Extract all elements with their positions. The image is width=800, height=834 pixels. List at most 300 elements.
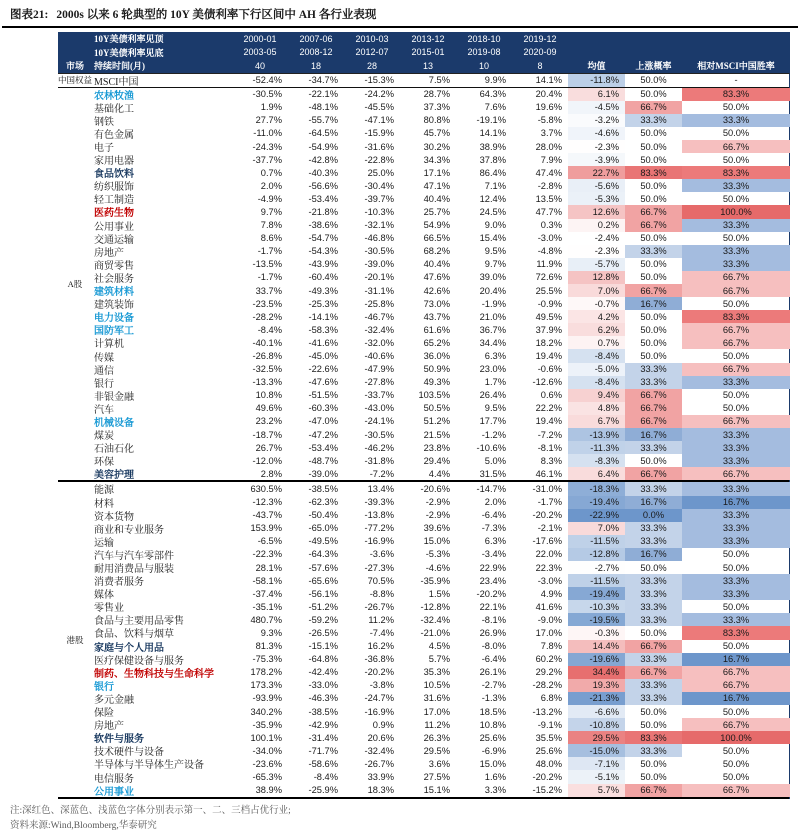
header-period-bottom: 2012-07 xyxy=(355,47,389,58)
winrate-vs-msci-value: 50.0% xyxy=(722,601,750,612)
table-header xyxy=(58,32,790,73)
industry-name: 汽车与汽车零部件 xyxy=(94,550,174,562)
winrate-vs-msci-value: 33.3% xyxy=(682,114,790,127)
period-return-value: -16.9% xyxy=(364,706,394,717)
period-return-value: 29.2% xyxy=(535,667,562,678)
winrate-vs-msci-value: 33.3% xyxy=(682,376,790,389)
mean-value: 7.0% xyxy=(568,522,625,535)
mean-value: -10.8% xyxy=(568,718,625,731)
industry-name: 商贸零售 xyxy=(94,260,134,272)
period-return-value: 50.9% xyxy=(423,364,450,375)
table-row xyxy=(92,192,790,205)
period-return-value: 49.3% xyxy=(423,377,450,388)
mean-value: 22.7% xyxy=(568,166,625,179)
up-probability-value: 33.3% xyxy=(625,587,682,600)
up-probability-value: 66.7% xyxy=(625,415,682,428)
period-return-value: -25.3% xyxy=(308,298,338,309)
period-return-value: 66.5% xyxy=(423,233,450,244)
header-period-peak: 2010-03 xyxy=(355,33,389,44)
mean-value: -3.9% xyxy=(568,153,625,166)
winrate-vs-msci-value: 50.0% xyxy=(722,403,750,414)
period-return-value: -24.1% xyxy=(364,416,394,427)
winrate-vs-msci-value: 16.7% xyxy=(682,692,790,705)
up-probability-value: 50.0% xyxy=(640,351,667,362)
period-return-value: -40.6% xyxy=(364,351,394,362)
period-return-value: -20.2% xyxy=(532,772,562,783)
period-return-value: -24.7% xyxy=(364,693,394,704)
mean-value: -8.3% xyxy=(568,454,625,467)
period-return-value: 39.6% xyxy=(423,523,450,534)
period-return-value: -50.4% xyxy=(308,510,338,521)
winrate-vs-msci-value: 66.7% xyxy=(682,323,790,336)
period-return-value: -46.8% xyxy=(364,233,394,244)
period-return-value: -13.3% xyxy=(252,377,282,388)
industry-name: 机械设备 xyxy=(94,417,134,429)
period-return-value: -47.6% xyxy=(308,377,338,388)
winrate-vs-msci-value: 50.0% xyxy=(722,562,750,573)
industry-name: 消费者服务 xyxy=(94,577,144,589)
note-legend: 注:深红色、深蓝色、浅蓝色字体分别表示第一、二、三档占优行业; xyxy=(10,805,291,816)
up-probability-value: 50.0% xyxy=(640,706,667,717)
period-return-value: 22.3% xyxy=(535,562,562,573)
period-return-value: -53.4% xyxy=(308,193,338,204)
industry-name: 食品、饮料与烟草 xyxy=(94,629,174,641)
up-probability-value: 66.7% xyxy=(625,784,682,797)
period-return-value: -46.7% xyxy=(364,311,394,322)
header-period-peak: 2013-12 xyxy=(411,33,445,44)
up-probability-value: 50.0% xyxy=(640,324,667,335)
up-probability-value: 33.3% xyxy=(625,744,682,757)
period-return-value: -57.6% xyxy=(308,562,338,573)
table-row xyxy=(92,509,790,522)
winrate-vs-msci-value: 83.3% xyxy=(682,166,790,179)
industry-name: 房地产 xyxy=(94,721,124,733)
industry-name: 资本货物 xyxy=(94,511,134,523)
header-period-peak: 2000-01 xyxy=(243,33,277,44)
up-probability-value: 33.3% xyxy=(625,600,682,613)
table-row xyxy=(92,415,790,428)
mean-value: -7.1% xyxy=(568,757,625,770)
up-probability-value: 50.0% xyxy=(640,154,667,165)
period-return-value: 0.9% xyxy=(372,719,394,730)
table-row xyxy=(92,428,790,441)
period-return-value: 60.2% xyxy=(535,654,562,665)
up-probability-value: 50.0% xyxy=(640,272,667,283)
period-return-value: 20.4% xyxy=(479,285,506,296)
period-return-value: -13.8% xyxy=(364,510,394,521)
period-return-value: -20.2% xyxy=(476,588,506,599)
period-return-value: -8.1% xyxy=(481,614,506,625)
period-return-value: 23.8% xyxy=(423,442,450,453)
period-return-value: -28.2% xyxy=(532,680,562,691)
section-rows xyxy=(92,88,790,481)
period-return-value: -6.4% xyxy=(481,654,506,665)
mean-value: -12.8% xyxy=(568,548,625,561)
period-return-value: -93.9% xyxy=(252,693,282,704)
winrate-vs-msci-value: 33.3% xyxy=(682,535,790,548)
period-return-value: -35.1% xyxy=(252,601,282,612)
industry-performance-table xyxy=(58,32,790,799)
header-bottom-label: 10Y美债利率见底 xyxy=(94,47,164,58)
mean-value: 9.4% xyxy=(568,389,625,402)
period-return-value: 2.0% xyxy=(484,497,506,508)
table-row xyxy=(92,731,790,744)
up-probability-value: 50.0% xyxy=(640,337,667,348)
table-row xyxy=(92,232,790,245)
period-return-value: -14.1% xyxy=(308,311,338,322)
up-probability-value: 50.0% xyxy=(640,719,667,730)
header-period-peak: 2019-12 xyxy=(523,33,557,44)
period-return-value: 1.6% xyxy=(484,772,506,783)
period-return-value: 2.0% xyxy=(260,180,282,191)
table-row xyxy=(92,718,790,731)
mean-value: -15.0% xyxy=(568,744,625,757)
industry-name: 多元金融 xyxy=(94,694,134,706)
note-source: 资料来源:Wind,Bloomberg,华泰研究 xyxy=(10,820,157,831)
industry-name: 国防军工 xyxy=(94,326,134,338)
up-probability-value: 50.0% xyxy=(640,141,667,152)
mean-value: 4.2% xyxy=(568,310,625,323)
period-return-value: 50.5% xyxy=(423,403,450,414)
up-probability-value: 50.0% xyxy=(640,455,667,466)
up-probability-value: 33.3% xyxy=(625,692,682,705)
up-probability-value: 33.3% xyxy=(625,522,682,535)
mean-value: -0.3% xyxy=(568,626,625,639)
period-return-value: -54.9% xyxy=(308,141,338,152)
period-return-value: 19.4% xyxy=(535,351,562,362)
table-row xyxy=(92,640,790,653)
table-row xyxy=(92,271,790,284)
industry-name: 计算机 xyxy=(94,339,124,351)
up-probability-value: 50.0% xyxy=(640,259,667,270)
winrate-vs-msci-value: 33.3% xyxy=(682,482,790,495)
period-return-value: 8.6% xyxy=(260,233,282,244)
mean-value: -11.3% xyxy=(568,441,625,454)
table-row xyxy=(92,402,790,415)
period-return-value: 34.4% xyxy=(479,337,506,348)
mean-value: -11.8% xyxy=(568,74,625,87)
header-row-bottom xyxy=(58,46,789,60)
industry-name: 通信 xyxy=(94,365,114,377)
table-row xyxy=(92,679,790,692)
period-return-value: 28.7% xyxy=(423,89,450,100)
winrate-vs-msci-value: 33.3% xyxy=(682,574,790,587)
period-return-value: -8.1% xyxy=(537,442,562,453)
industry-name: 电子 xyxy=(94,143,114,155)
mean-value: -11.5% xyxy=(568,574,625,587)
winrate-vs-msci-value: 33.3% xyxy=(682,258,790,271)
winrate-vs-msci-value: 66.7% xyxy=(682,666,790,679)
winrate-vs-msci-value: 66.7% xyxy=(682,467,790,480)
period-return-value: -6.4% xyxy=(481,510,506,521)
period-return-value: 49.6% xyxy=(255,403,282,414)
header-period-months: 40 xyxy=(254,60,265,71)
table-row xyxy=(92,522,790,535)
table-row xyxy=(92,454,790,467)
up-probability-value: 33.3% xyxy=(625,574,682,587)
table-row xyxy=(92,101,790,114)
header-row-peak xyxy=(58,32,789,46)
mean-value: -2.3% xyxy=(568,140,625,153)
up-probability-value: 66.7% xyxy=(625,402,682,415)
period-return-value: -4.8% xyxy=(537,246,562,257)
industry-name: 纺织服饰 xyxy=(94,182,134,194)
period-return-value: 9.7% xyxy=(260,206,282,217)
period-return-value: -3.0% xyxy=(537,575,562,586)
table-row xyxy=(92,467,790,480)
period-return-value: -38.5% xyxy=(308,706,338,717)
industry-name: 软件与服务 xyxy=(94,734,144,746)
period-return-value: -26.8% xyxy=(252,351,282,362)
period-return-value: -1.2% xyxy=(481,429,506,440)
table-row xyxy=(92,744,790,757)
winrate-vs-msci-value: 33.3% xyxy=(682,219,790,232)
industry-name: 电信服务 xyxy=(94,773,134,785)
winrate-vs-msci-value: 50.0% xyxy=(722,758,750,769)
table-row xyxy=(92,310,790,323)
period-return-value: -19.1% xyxy=(476,115,506,126)
period-return-value: 35.5% xyxy=(535,732,562,743)
winrate-vs-msci-value: - xyxy=(734,75,738,86)
period-return-value: -53.4% xyxy=(308,442,338,453)
period-return-value: -47.2% xyxy=(308,429,338,440)
period-return-value: -7.2% xyxy=(369,468,394,479)
table-row xyxy=(92,114,790,127)
period-return-value: -21.0% xyxy=(420,627,450,638)
mean-value: 14.4% xyxy=(568,640,625,653)
period-return-value: -7.2% xyxy=(537,429,562,440)
period-return-value: 15.1% xyxy=(423,785,450,796)
up-probability-value: 50.0% xyxy=(640,193,667,204)
period-return-value: 17.1% xyxy=(423,167,450,178)
period-return-value: 9.3% xyxy=(260,627,282,638)
up-probability-value: 66.7% xyxy=(625,205,682,218)
mean-value: 34.4% xyxy=(568,666,625,679)
mean-value: 6.7% xyxy=(568,415,625,428)
period-return-value: 28.0% xyxy=(535,141,562,152)
mean-value: -10.3% xyxy=(568,600,625,613)
period-return-value: -40.3% xyxy=(308,167,338,178)
mean-value: 7.0% xyxy=(568,284,625,297)
up-probability-value: 16.7% xyxy=(625,496,682,509)
header-period-bottom: 2015-01 xyxy=(411,47,445,58)
period-return-value: 40.4% xyxy=(423,259,450,270)
period-return-value: -2.9% xyxy=(425,497,450,508)
up-probability-value: 50.0% xyxy=(640,128,667,139)
section-rows xyxy=(92,74,790,87)
up-probability-value: 50.0% xyxy=(640,772,667,783)
industry-name: 食品饮料 xyxy=(94,169,134,181)
period-return-value: -28.2% xyxy=(252,311,282,322)
period-return-value: -71.7% xyxy=(308,745,338,756)
table-row xyxy=(92,363,790,376)
period-return-value: 37.9% xyxy=(535,324,562,335)
period-return-value: -8.8% xyxy=(369,588,394,599)
period-return-value: 36.7% xyxy=(479,324,506,335)
winrate-vs-msci-value: 33.3% xyxy=(682,522,790,535)
period-return-value: -4.9% xyxy=(257,193,282,204)
up-probability-value: 50.0% xyxy=(640,627,667,638)
industry-name: 材料 xyxy=(94,498,114,510)
table-row xyxy=(92,496,790,509)
period-return-value: 68.2% xyxy=(423,246,450,257)
period-return-value: -40.1% xyxy=(252,337,282,348)
period-return-value: 1.7% xyxy=(484,377,506,388)
period-return-value: -20.2% xyxy=(364,667,394,678)
table-row xyxy=(92,705,790,718)
period-return-value: -56.1% xyxy=(308,588,338,599)
period-return-value: 27.7% xyxy=(255,115,282,126)
period-return-value: 6.3% xyxy=(484,351,506,362)
up-probability-value: 33.3% xyxy=(625,613,682,626)
table-row xyxy=(92,336,790,349)
market-section xyxy=(58,74,789,88)
period-return-value: 22.9% xyxy=(479,562,506,573)
period-return-value: 51.2% xyxy=(423,416,450,427)
period-return-value: 46.1% xyxy=(535,468,562,479)
period-return-value: -32.0% xyxy=(364,337,394,348)
industry-name: 医药生物 xyxy=(94,208,134,220)
table-row xyxy=(92,389,790,402)
table-row xyxy=(92,297,790,310)
period-return-value: 13.4% xyxy=(367,483,394,494)
period-return-value: 19.4% xyxy=(535,416,562,427)
period-return-value: -24.2% xyxy=(364,89,394,100)
industry-name: 零售业 xyxy=(94,603,124,615)
table-row xyxy=(92,127,790,140)
period-return-value: 30.2% xyxy=(423,141,450,152)
period-return-value: -39.0% xyxy=(308,468,338,479)
market-label: A股 xyxy=(67,279,83,289)
industry-name: 农林牧渔 xyxy=(94,90,134,102)
period-return-value: -46.2% xyxy=(364,442,394,453)
mean-value: -2.4% xyxy=(568,232,625,245)
table-row xyxy=(92,88,790,101)
period-return-value: 23.4% xyxy=(479,575,506,586)
period-return-value: -20.1% xyxy=(364,272,394,283)
period-return-value: 23.2% xyxy=(255,416,282,427)
winrate-vs-msci-value: 50.0% xyxy=(722,772,750,783)
period-return-value: 9.5% xyxy=(484,403,506,414)
period-return-value: -32.4% xyxy=(364,324,394,335)
period-return-value: -60.3% xyxy=(308,403,338,414)
industry-name: 建筑材料 xyxy=(94,287,134,299)
up-probability-value: 33.3% xyxy=(625,245,682,258)
period-return-value: -45.5% xyxy=(364,102,394,113)
mean-value: -13.9% xyxy=(568,428,625,441)
period-return-value: -58.6% xyxy=(308,758,338,769)
period-return-value: -30.4% xyxy=(364,180,394,191)
period-return-value: -17.6% xyxy=(532,536,562,547)
header-period-bottom: 2020-09 xyxy=(523,47,557,58)
winrate-vs-msci-value: 66.7% xyxy=(682,718,790,731)
figure-title: 2000s 以来 6 轮典型的 10Y 美债利率下行区间中 AH 各行业表现 xyxy=(56,9,377,21)
period-return-value: 12.4% xyxy=(479,193,506,204)
industry-name: 医疗保健设备与服务 xyxy=(94,655,184,667)
figure-number: 图表21: xyxy=(10,9,49,21)
period-return-value: -27.8% xyxy=(364,377,394,388)
period-return-value: 3.7% xyxy=(540,128,562,139)
period-return-value: -51.2% xyxy=(308,601,338,612)
winrate-vs-msci-value: 50.0% xyxy=(722,128,750,139)
period-return-value: 25.6% xyxy=(479,732,506,743)
period-return-value: -46.3% xyxy=(308,693,338,704)
period-return-value: -30.5% xyxy=(364,429,394,440)
mean-value: -2.3% xyxy=(568,245,625,258)
industry-name: 基础化工 xyxy=(94,103,134,115)
period-return-value: 5.0% xyxy=(484,455,506,466)
industry-name: 有色金属 xyxy=(94,129,134,141)
winrate-vs-msci-value: 66.7% xyxy=(682,271,790,284)
period-return-value: -2.8% xyxy=(537,180,562,191)
period-return-value: 153.9% xyxy=(250,523,282,534)
period-return-value: 38.9% xyxy=(255,785,282,796)
period-return-value: 10.8% xyxy=(255,390,282,401)
mean-value: -19.6% xyxy=(568,653,625,666)
winrate-vs-msci-value: 50.0% xyxy=(722,745,750,756)
header-period-months: 10 xyxy=(478,60,489,71)
mean-value: 5.7% xyxy=(568,784,625,797)
period-return-value: 17.0% xyxy=(423,706,450,717)
period-return-value: 72.6% xyxy=(535,272,562,283)
industry-name: 商业和专业服务 xyxy=(94,524,164,536)
period-return-value: 5.7% xyxy=(428,654,450,665)
mean-value: -8.4% xyxy=(568,349,625,362)
period-return-value: -32.4% xyxy=(420,614,450,625)
industry-name: 运输 xyxy=(94,537,114,549)
table-row xyxy=(92,666,790,679)
period-return-value: 45.7% xyxy=(423,128,450,139)
winrate-vs-msci-value: 33.3% xyxy=(682,245,790,258)
period-return-value: -2.7% xyxy=(481,680,506,691)
header-period-bottom: 2008-12 xyxy=(299,47,333,58)
period-return-value: -49.5% xyxy=(308,536,338,547)
table-row xyxy=(92,613,790,626)
industry-name: 电力设备 xyxy=(94,313,134,325)
period-return-value: 54.9% xyxy=(423,220,450,231)
up-probability-value: 50.0% xyxy=(640,562,667,573)
period-return-value: 7.9% xyxy=(540,154,562,165)
period-return-value: 25.6% xyxy=(535,745,562,756)
winrate-vs-msci-value: 50.0% xyxy=(722,193,750,204)
up-probability-value: 50.0% xyxy=(640,75,667,86)
header-period-peak: 2018-10 xyxy=(467,33,501,44)
winrate-vs-msci-value: 50.0% xyxy=(722,102,750,113)
period-return-value: -38.6% xyxy=(308,220,338,231)
table-row xyxy=(92,441,790,454)
period-return-value: 35.3% xyxy=(423,667,450,678)
period-return-value: 1.5% xyxy=(428,588,450,599)
period-return-value: 22.2% xyxy=(535,403,562,414)
period-return-value: 61.6% xyxy=(423,324,450,335)
period-return-value: 9.0% xyxy=(484,220,506,231)
table-row xyxy=(92,349,790,362)
mean-value: -5.0% xyxy=(568,363,625,376)
period-return-value: -3.0% xyxy=(537,233,562,244)
period-return-value: 178.2% xyxy=(250,667,282,678)
period-return-value: -30.5% xyxy=(364,246,394,257)
period-return-value: 2.8% xyxy=(260,468,282,479)
period-return-value: 0.6% xyxy=(540,390,562,401)
period-return-value: -54.3% xyxy=(308,246,338,257)
period-return-value: -24.3% xyxy=(252,141,282,152)
period-return-value: -48.7% xyxy=(308,455,338,466)
mean-value: 6.4% xyxy=(568,467,625,480)
mean-value: 12.8% xyxy=(568,271,625,284)
industry-name: 汽车 xyxy=(94,404,114,416)
period-return-value: 480.7% xyxy=(250,614,282,625)
period-return-value: 40.4% xyxy=(423,193,450,204)
